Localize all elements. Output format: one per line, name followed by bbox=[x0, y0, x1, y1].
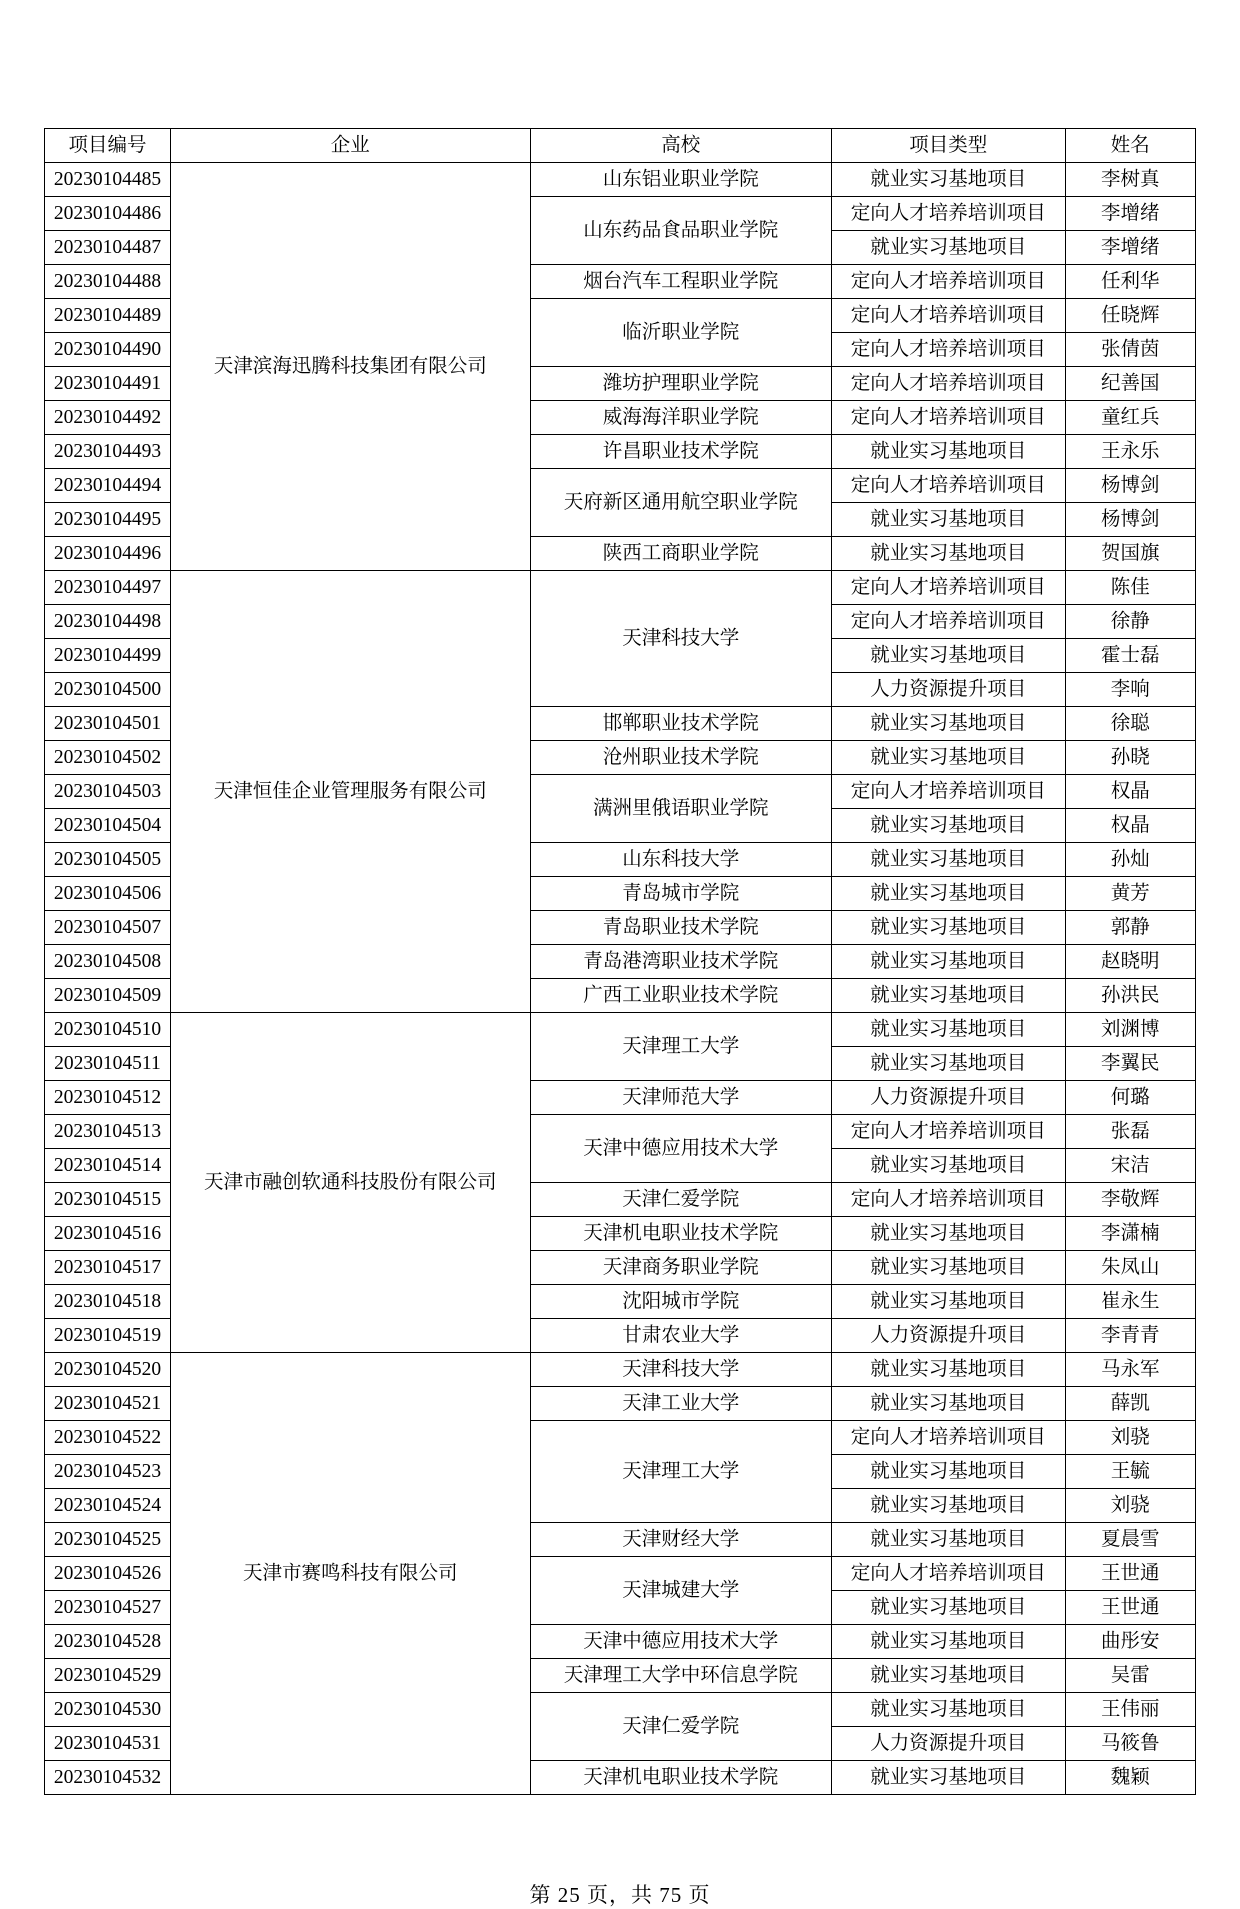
cell-project-code: 20230104508 bbox=[45, 945, 171, 979]
cell-university: 陕西工商职业学院 bbox=[530, 537, 831, 571]
cell-university: 天津商务职业学院 bbox=[530, 1251, 831, 1285]
cell-person-name: 李敬辉 bbox=[1065, 1183, 1195, 1217]
cell-project-code: 20230104510 bbox=[45, 1013, 171, 1047]
cell-project-type: 就业实习基地项目 bbox=[831, 1761, 1065, 1795]
cell-project-code: 20230104507 bbox=[45, 911, 171, 945]
table-row bbox=[45, 163, 1196, 197]
cell-person-name: 孙洪民 bbox=[1065, 979, 1195, 1013]
cell-university: 山东科技大学 bbox=[530, 843, 831, 877]
cell-person-name: 崔永生 bbox=[1065, 1285, 1195, 1319]
cell-university: 天津机电职业技术学院 bbox=[530, 1761, 831, 1795]
cell-project-code: 20230104528 bbox=[45, 1625, 171, 1659]
cell-project-type: 定向人才培养培训项目 bbox=[831, 1115, 1065, 1149]
cell-person-name: 宋洁 bbox=[1065, 1149, 1195, 1183]
cell-project-type: 定向人才培养培训项目 bbox=[831, 469, 1065, 503]
cell-project-code: 20230104498 bbox=[45, 605, 171, 639]
cell-project-code: 20230104518 bbox=[45, 1285, 171, 1319]
cell-person-name: 王伟丽 bbox=[1065, 1693, 1195, 1727]
cell-project-code: 20230104519 bbox=[45, 1319, 171, 1353]
cell-person-name: 黄芳 bbox=[1065, 877, 1195, 911]
cell-project-type: 就业实习基地项目 bbox=[831, 163, 1065, 197]
cell-project-type: 就业实习基地项目 bbox=[831, 1489, 1065, 1523]
cell-person-name: 杨博剑 bbox=[1065, 503, 1195, 537]
cell-project-type: 就业实习基地项目 bbox=[831, 1013, 1065, 1047]
cell-project-code: 20230104530 bbox=[45, 1693, 171, 1727]
cell-person-name: 李树真 bbox=[1065, 163, 1195, 197]
cell-university: 潍坊护理职业学院 bbox=[530, 367, 831, 401]
cell-project-type: 就业实习基地项目 bbox=[831, 1149, 1065, 1183]
cell-project-type: 就业实习基地项目 bbox=[831, 1455, 1065, 1489]
cell-enterprise: 天津市赛鸣科技有限公司 bbox=[170, 1353, 530, 1795]
cell-project-type: 就业实习基地项目 bbox=[831, 1625, 1065, 1659]
cell-project-code: 20230104505 bbox=[45, 843, 171, 877]
cell-project-type: 就业实习基地项目 bbox=[831, 1285, 1065, 1319]
cell-university: 天津仁爱学院 bbox=[530, 1693, 831, 1761]
cell-project-type: 就业实习基地项目 bbox=[831, 945, 1065, 979]
cell-project-code: 20230104529 bbox=[45, 1659, 171, 1693]
cell-university: 沧州职业技术学院 bbox=[530, 741, 831, 775]
page-footer: 第 25 页，共 75 页 bbox=[529, 1883, 711, 1907]
cell-project-code: 20230104523 bbox=[45, 1455, 171, 1489]
cell-person-name: 权晶 bbox=[1065, 809, 1195, 843]
cell-person-name: 李增绪 bbox=[1065, 231, 1195, 265]
table-body bbox=[45, 163, 1196, 1795]
cell-university: 山东铝业职业学院 bbox=[530, 163, 831, 197]
cell-university: 青岛港湾职业技术学院 bbox=[530, 945, 831, 979]
cell-project-type: 人力资源提升项目 bbox=[831, 1727, 1065, 1761]
cell-person-name: 王毓 bbox=[1065, 1455, 1195, 1489]
table-header bbox=[45, 129, 1196, 163]
cell-project-code: 20230104499 bbox=[45, 639, 171, 673]
cell-project-code: 20230104517 bbox=[45, 1251, 171, 1285]
cell-university: 青岛城市学院 bbox=[530, 877, 831, 911]
cell-project-code: 20230104516 bbox=[45, 1217, 171, 1251]
cell-university: 临沂职业学院 bbox=[530, 299, 831, 367]
cell-person-name: 朱凤山 bbox=[1065, 1251, 1195, 1285]
cell-project-type: 就业实习基地项目 bbox=[831, 877, 1065, 911]
cell-project-type: 就业实习基地项目 bbox=[831, 1591, 1065, 1625]
cell-project-code: 20230104532 bbox=[45, 1761, 171, 1795]
cell-person-name: 赵晓明 bbox=[1065, 945, 1195, 979]
cell-project-type: 人力资源提升项目 bbox=[831, 1081, 1065, 1115]
cell-project-code: 20230104514 bbox=[45, 1149, 171, 1183]
cell-project-code: 20230104520 bbox=[45, 1353, 171, 1387]
cell-person-name: 曲彤安 bbox=[1065, 1625, 1195, 1659]
cell-project-code: 20230104521 bbox=[45, 1387, 171, 1421]
cell-project-type: 就业实习基地项目 bbox=[831, 1251, 1065, 1285]
cell-project-type: 定向人才培养培训项目 bbox=[831, 367, 1065, 401]
cell-person-name: 刘骁 bbox=[1065, 1489, 1195, 1523]
cell-university: 天津中德应用技术大学 bbox=[530, 1625, 831, 1659]
cell-person-name: 王世通 bbox=[1065, 1557, 1195, 1591]
cell-project-code: 20230104491 bbox=[45, 367, 171, 401]
cell-person-name: 吴雷 bbox=[1065, 1659, 1195, 1693]
cell-project-code: 20230104512 bbox=[45, 1081, 171, 1115]
cell-project-type: 就业实习基地项目 bbox=[831, 1217, 1065, 1251]
cell-project-type: 定向人才培养培训项目 bbox=[831, 401, 1065, 435]
cell-project-code: 20230104504 bbox=[45, 809, 171, 843]
table-row bbox=[45, 571, 1196, 605]
cell-university: 天津理工大学 bbox=[530, 1421, 831, 1523]
table-row bbox=[45, 1013, 1196, 1047]
cell-project-code: 20230104531 bbox=[45, 1727, 171, 1761]
cell-project-code: 20230104495 bbox=[45, 503, 171, 537]
cell-project-code: 20230104524 bbox=[45, 1489, 171, 1523]
cell-project-code: 20230104487 bbox=[45, 231, 171, 265]
cell-project-code: 20230104485 bbox=[45, 163, 171, 197]
cell-person-name: 孙灿 bbox=[1065, 843, 1195, 877]
cell-university: 许昌职业技术学院 bbox=[530, 435, 831, 469]
cell-person-name: 张磊 bbox=[1065, 1115, 1195, 1149]
cell-person-name: 杨博剑 bbox=[1065, 469, 1195, 503]
cell-university: 天津理工大学中环信息学院 bbox=[530, 1659, 831, 1693]
cell-project-type: 就业实习基地项目 bbox=[831, 639, 1065, 673]
column-header-university: 高校 bbox=[530, 129, 831, 163]
cell-enterprise: 天津滨海迅腾科技集团有限公司 bbox=[170, 163, 530, 571]
cell-person-name: 陈佳 bbox=[1065, 571, 1195, 605]
cell-person-name: 郭静 bbox=[1065, 911, 1195, 945]
cell-project-code: 20230104492 bbox=[45, 401, 171, 435]
cell-person-name: 李响 bbox=[1065, 673, 1195, 707]
table-row bbox=[45, 1353, 1196, 1387]
cell-person-name: 魏颖 bbox=[1065, 1761, 1195, 1795]
cell-project-type: 人力资源提升项目 bbox=[831, 673, 1065, 707]
project-table bbox=[44, 128, 1196, 1795]
cell-person-name: 王世通 bbox=[1065, 1591, 1195, 1625]
cell-project-code: 20230104496 bbox=[45, 537, 171, 571]
cell-project-type: 定向人才培养培训项目 bbox=[831, 571, 1065, 605]
cell-project-type: 定向人才培养培训项目 bbox=[831, 1421, 1065, 1455]
cell-project-type: 定向人才培养培训项目 bbox=[831, 1557, 1065, 1591]
cell-project-type: 就业实习基地项目 bbox=[831, 231, 1065, 265]
cell-person-name: 马永军 bbox=[1065, 1353, 1195, 1387]
cell-person-name: 任晓辉 bbox=[1065, 299, 1195, 333]
cell-university: 天津科技大学 bbox=[530, 571, 831, 707]
cell-university: 天津城建大学 bbox=[530, 1557, 831, 1625]
cell-person-name: 李青青 bbox=[1065, 1319, 1195, 1353]
cell-project-code: 20230104503 bbox=[45, 775, 171, 809]
cell-project-code: 20230104489 bbox=[45, 299, 171, 333]
cell-university: 邯郸职业技术学院 bbox=[530, 707, 831, 741]
cell-project-code: 20230104513 bbox=[45, 1115, 171, 1149]
cell-person-name: 李潇楠 bbox=[1065, 1217, 1195, 1251]
column-header-code: 项目编号 bbox=[45, 129, 171, 163]
cell-project-type: 就业实习基地项目 bbox=[831, 1353, 1065, 1387]
cell-project-code: 20230104486 bbox=[45, 197, 171, 231]
cell-project-code: 20230104502 bbox=[45, 741, 171, 775]
cell-project-type: 定向人才培养培训项目 bbox=[831, 1183, 1065, 1217]
cell-project-type: 就业实习基地项目 bbox=[831, 843, 1065, 877]
cell-person-name: 孙晓 bbox=[1065, 741, 1195, 775]
cell-project-type: 就业实习基地项目 bbox=[831, 1693, 1065, 1727]
cell-project-type: 就业实习基地项目 bbox=[831, 741, 1065, 775]
cell-person-name: 贺国旗 bbox=[1065, 537, 1195, 571]
cell-project-code: 20230104522 bbox=[45, 1421, 171, 1455]
cell-university: 天津工业大学 bbox=[530, 1387, 831, 1421]
cell-university: 天津中德应用技术大学 bbox=[530, 1115, 831, 1183]
cell-person-name: 童红兵 bbox=[1065, 401, 1195, 435]
cell-person-name: 霍士磊 bbox=[1065, 639, 1195, 673]
cell-project-type: 就业实习基地项目 bbox=[831, 1047, 1065, 1081]
cell-project-type: 就业实习基地项目 bbox=[831, 1659, 1065, 1693]
cell-person-name: 王永乐 bbox=[1065, 435, 1195, 469]
cell-project-code: 20230104497 bbox=[45, 571, 171, 605]
cell-university: 青岛职业技术学院 bbox=[530, 911, 831, 945]
cell-enterprise: 天津恒佳企业管理服务有限公司 bbox=[170, 571, 530, 1013]
cell-project-code: 20230104501 bbox=[45, 707, 171, 741]
cell-project-code: 20230104488 bbox=[45, 265, 171, 299]
column-header-name: 姓名 bbox=[1065, 129, 1195, 163]
cell-project-type: 就业实习基地项目 bbox=[831, 435, 1065, 469]
cell-university: 甘肃农业大学 bbox=[530, 1319, 831, 1353]
cell-university: 天津财经大学 bbox=[530, 1523, 831, 1557]
cell-project-type: 人力资源提升项目 bbox=[831, 1319, 1065, 1353]
cell-project-type: 就业实习基地项目 bbox=[831, 1387, 1065, 1421]
cell-person-name: 李翼民 bbox=[1065, 1047, 1195, 1081]
cell-project-type: 定向人才培养培训项目 bbox=[831, 775, 1065, 809]
cell-project-type: 就业实习基地项目 bbox=[831, 809, 1065, 843]
cell-person-name: 张倩茵 bbox=[1065, 333, 1195, 367]
cell-university: 天津仁爱学院 bbox=[530, 1183, 831, 1217]
cell-university: 满洲里俄语职业学院 bbox=[530, 775, 831, 843]
cell-person-name: 薛凯 bbox=[1065, 1387, 1195, 1421]
cell-person-name: 刘渊博 bbox=[1065, 1013, 1195, 1047]
cell-person-name: 何璐 bbox=[1065, 1081, 1195, 1115]
cell-project-type: 就业实习基地项目 bbox=[831, 979, 1065, 1013]
cell-project-type: 定向人才培养培训项目 bbox=[831, 333, 1065, 367]
cell-person-name: 任利华 bbox=[1065, 265, 1195, 299]
cell-university: 威海海洋职业学院 bbox=[530, 401, 831, 435]
cell-person-name: 纪善国 bbox=[1065, 367, 1195, 401]
table-header-row bbox=[45, 129, 1196, 163]
cell-project-code: 20230104525 bbox=[45, 1523, 171, 1557]
cell-person-name: 夏晨雪 bbox=[1065, 1523, 1195, 1557]
cell-person-name: 李增绪 bbox=[1065, 197, 1195, 231]
cell-university: 烟台汽车工程职业学院 bbox=[530, 265, 831, 299]
cell-project-code: 20230104490 bbox=[45, 333, 171, 367]
cell-university: 天津理工大学 bbox=[530, 1013, 831, 1081]
cell-project-code: 20230104493 bbox=[45, 435, 171, 469]
cell-university: 天津科技大学 bbox=[530, 1353, 831, 1387]
cell-project-code: 20230104500 bbox=[45, 673, 171, 707]
cell-person-name: 徐聪 bbox=[1065, 707, 1195, 741]
cell-project-type: 就业实习基地项目 bbox=[831, 503, 1065, 537]
cell-project-type: 就业实习基地项目 bbox=[831, 707, 1065, 741]
cell-person-name: 徐静 bbox=[1065, 605, 1195, 639]
cell-project-type: 就业实习基地项目 bbox=[831, 1523, 1065, 1557]
cell-university: 山东药品食品职业学院 bbox=[530, 197, 831, 265]
column-header-enterprise: 企业 bbox=[170, 129, 530, 163]
cell-university: 天府新区通用航空职业学院 bbox=[530, 469, 831, 537]
cell-project-code: 20230104526 bbox=[45, 1557, 171, 1591]
cell-project-type: 定向人才培养培训项目 bbox=[831, 265, 1065, 299]
cell-project-type: 定向人才培养培训项目 bbox=[831, 605, 1065, 639]
cell-university: 广西工业职业技术学院 bbox=[530, 979, 831, 1013]
column-header-type: 项目类型 bbox=[831, 129, 1065, 163]
cell-university: 天津机电职业技术学院 bbox=[530, 1217, 831, 1251]
cell-project-code: 20230104511 bbox=[45, 1047, 171, 1081]
cell-project-code: 20230104506 bbox=[45, 877, 171, 911]
cell-person-name: 刘骁 bbox=[1065, 1421, 1195, 1455]
cell-project-code: 20230104515 bbox=[45, 1183, 171, 1217]
cell-university: 沈阳城市学院 bbox=[530, 1285, 831, 1319]
cell-person-name: 马筱鲁 bbox=[1065, 1727, 1195, 1761]
cell-project-type: 就业实习基地项目 bbox=[831, 537, 1065, 571]
cell-university: 天津师范大学 bbox=[530, 1081, 831, 1115]
cell-project-code: 20230104494 bbox=[45, 469, 171, 503]
cell-project-type: 定向人才培养培训项目 bbox=[831, 197, 1065, 231]
cell-enterprise: 天津市融创软通科技股份有限公司 bbox=[170, 1013, 530, 1353]
cell-project-type: 定向人才培养培训项目 bbox=[831, 299, 1065, 333]
cell-person-name: 权晶 bbox=[1065, 775, 1195, 809]
cell-project-code: 20230104509 bbox=[45, 979, 171, 1013]
cell-project-code: 20230104527 bbox=[45, 1591, 171, 1625]
cell-project-type: 就业实习基地项目 bbox=[831, 911, 1065, 945]
